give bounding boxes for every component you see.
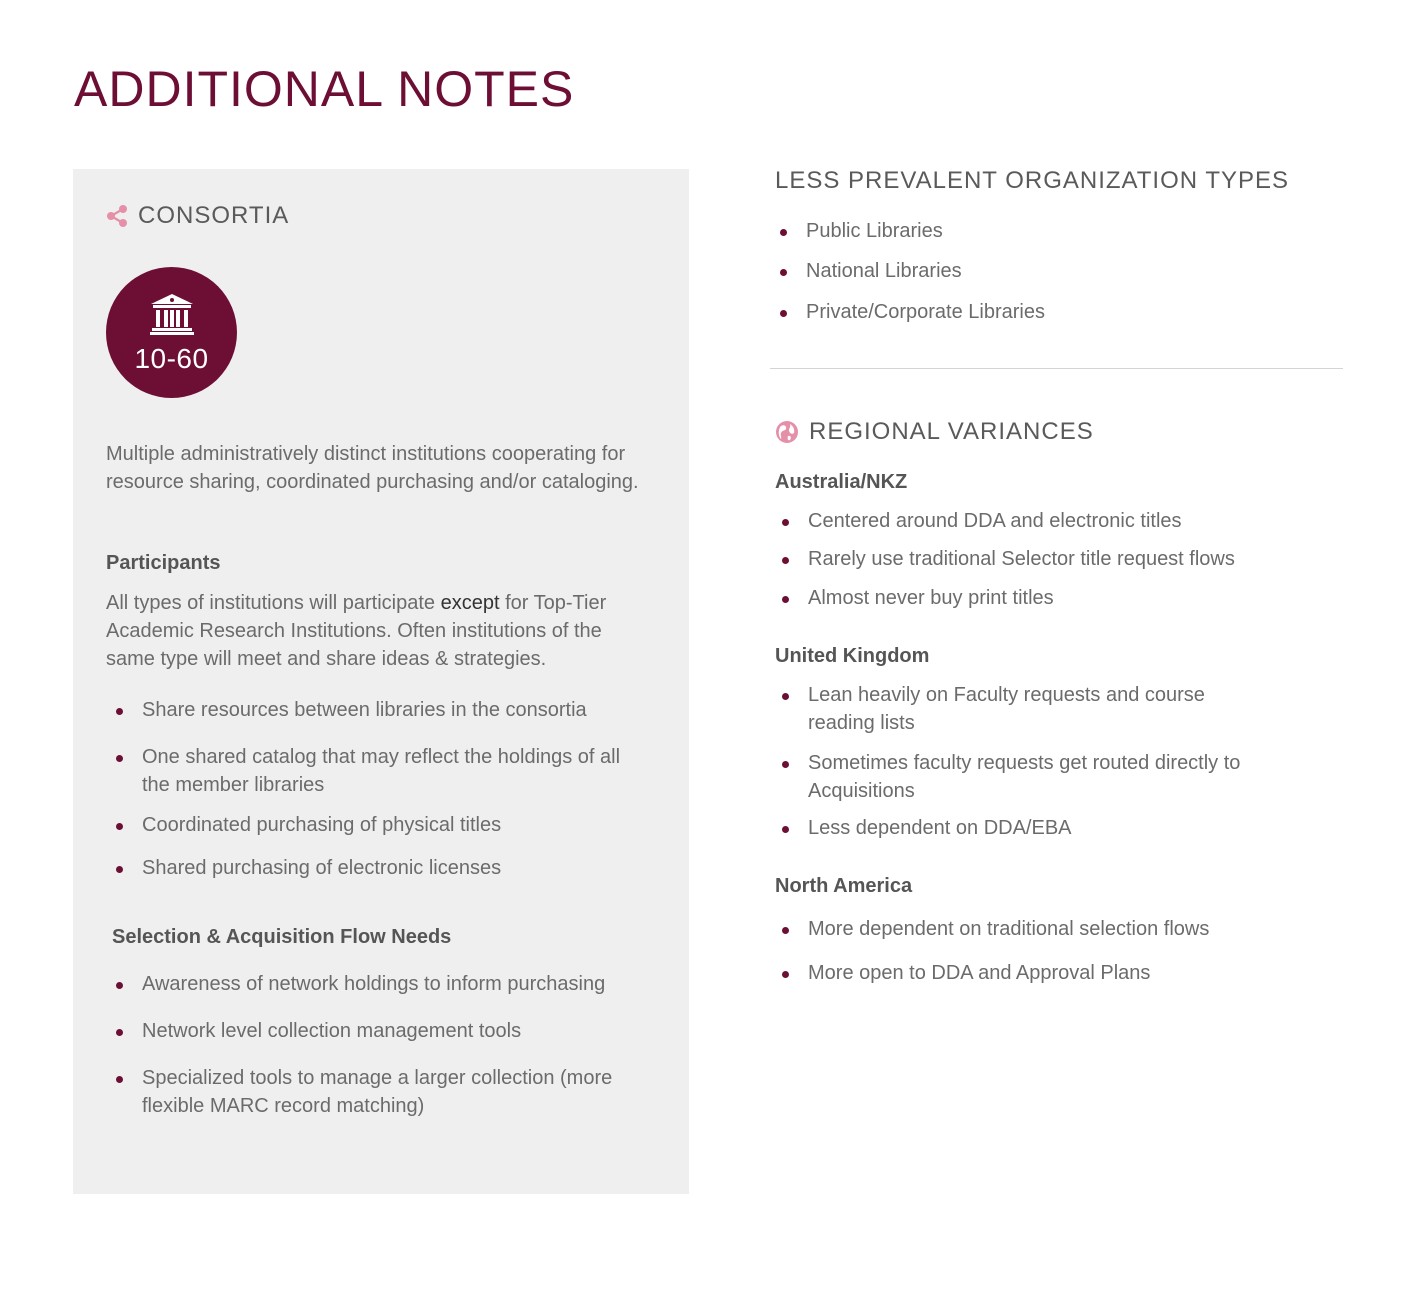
regional-heading-text: REGIONAL VARIANCES xyxy=(809,418,1094,445)
participants-list xyxy=(106,696,626,882)
list-item: Centered around DDA and electronic titles xyxy=(772,507,1312,535)
list-item: Awareness of network holdings to inform purchasing xyxy=(106,970,626,998)
list-item: Specialized tools to manage a larger collection (more flexible MARC record matching) xyxy=(106,1064,626,1120)
list-item: Lean heavily on Faculty requests and course reading lists xyxy=(772,681,1262,737)
list-item: National Libraries xyxy=(770,257,1330,285)
list-item: More dependent on traditional selection flows xyxy=(772,915,1312,943)
australia-list xyxy=(772,507,1312,612)
list-item: Private/Corporate Libraries xyxy=(770,298,1330,326)
list-item: Almost never buy print titles xyxy=(772,584,1312,612)
participants-text-start: All types of institutions will participate xyxy=(106,592,441,614)
section-divider xyxy=(770,368,1343,369)
share-icon xyxy=(106,204,128,228)
australia-heading: Australia/NKZ xyxy=(775,471,908,493)
member-count-badge xyxy=(106,267,237,398)
participants-text-end: for Top-Tier Academic Research Institutions. Often institutions of the same type will meet and share ideas & strategies. xyxy=(106,592,607,670)
consortia-heading xyxy=(106,201,289,231)
uk-list xyxy=(772,681,1262,842)
north-america-list xyxy=(772,915,1312,987)
consortia-panel xyxy=(73,169,689,1194)
list-item: Less dependent on DDA/EBA xyxy=(772,814,1262,842)
less-prevalent-heading xyxy=(775,166,1289,196)
list-item: Rarely use traditional Selector title request flows xyxy=(772,545,1312,573)
participants-text xyxy=(106,589,651,673)
less-prevalent-list xyxy=(770,217,1330,326)
north-america-heading: North America xyxy=(775,875,913,897)
list-item: More open to DDA and Approval Plans xyxy=(772,959,1312,987)
list-item: Share resources between libraries in the consortia xyxy=(106,696,626,724)
regional-heading xyxy=(775,417,1094,447)
less-prevalent-heading-text: LESS PREVALENT ORGANIZATION TYPES xyxy=(775,167,1290,194)
list-item: Network level collection management tools xyxy=(106,1017,626,1045)
globe-icon xyxy=(775,420,799,444)
list-item: Shared purchasing of electronic licenses xyxy=(106,854,626,882)
flow-needs-list xyxy=(106,970,626,1120)
member-count-value: 10-60 xyxy=(134,342,209,374)
list-item: Coordinated purchasing of physical titles xyxy=(106,811,626,839)
uk-heading: United Kingdom xyxy=(775,645,930,667)
page-title: ADDITIONAL NOTES xyxy=(74,61,575,117)
flow-needs-heading: Selection & Acquisition Flow Needs xyxy=(112,926,452,948)
consortia-heading-text: CONSORTIA xyxy=(138,202,290,229)
list-item: One shared catalog that may reflect the holdings of all the member libraries xyxy=(106,743,626,799)
institution-building-icon xyxy=(148,292,196,336)
participants-heading: Participants xyxy=(106,552,221,574)
list-item: Public Libraries xyxy=(770,217,1330,245)
consortia-description: Multiple administratively distinct institutions cooperating for resource sharing, coordinated purchasing and/or cataloging. xyxy=(106,443,639,493)
list-item: Sometimes faculty requests get routed directly to Acquisitions xyxy=(772,749,1262,805)
participants-text-emphasis: except xyxy=(440,592,500,614)
